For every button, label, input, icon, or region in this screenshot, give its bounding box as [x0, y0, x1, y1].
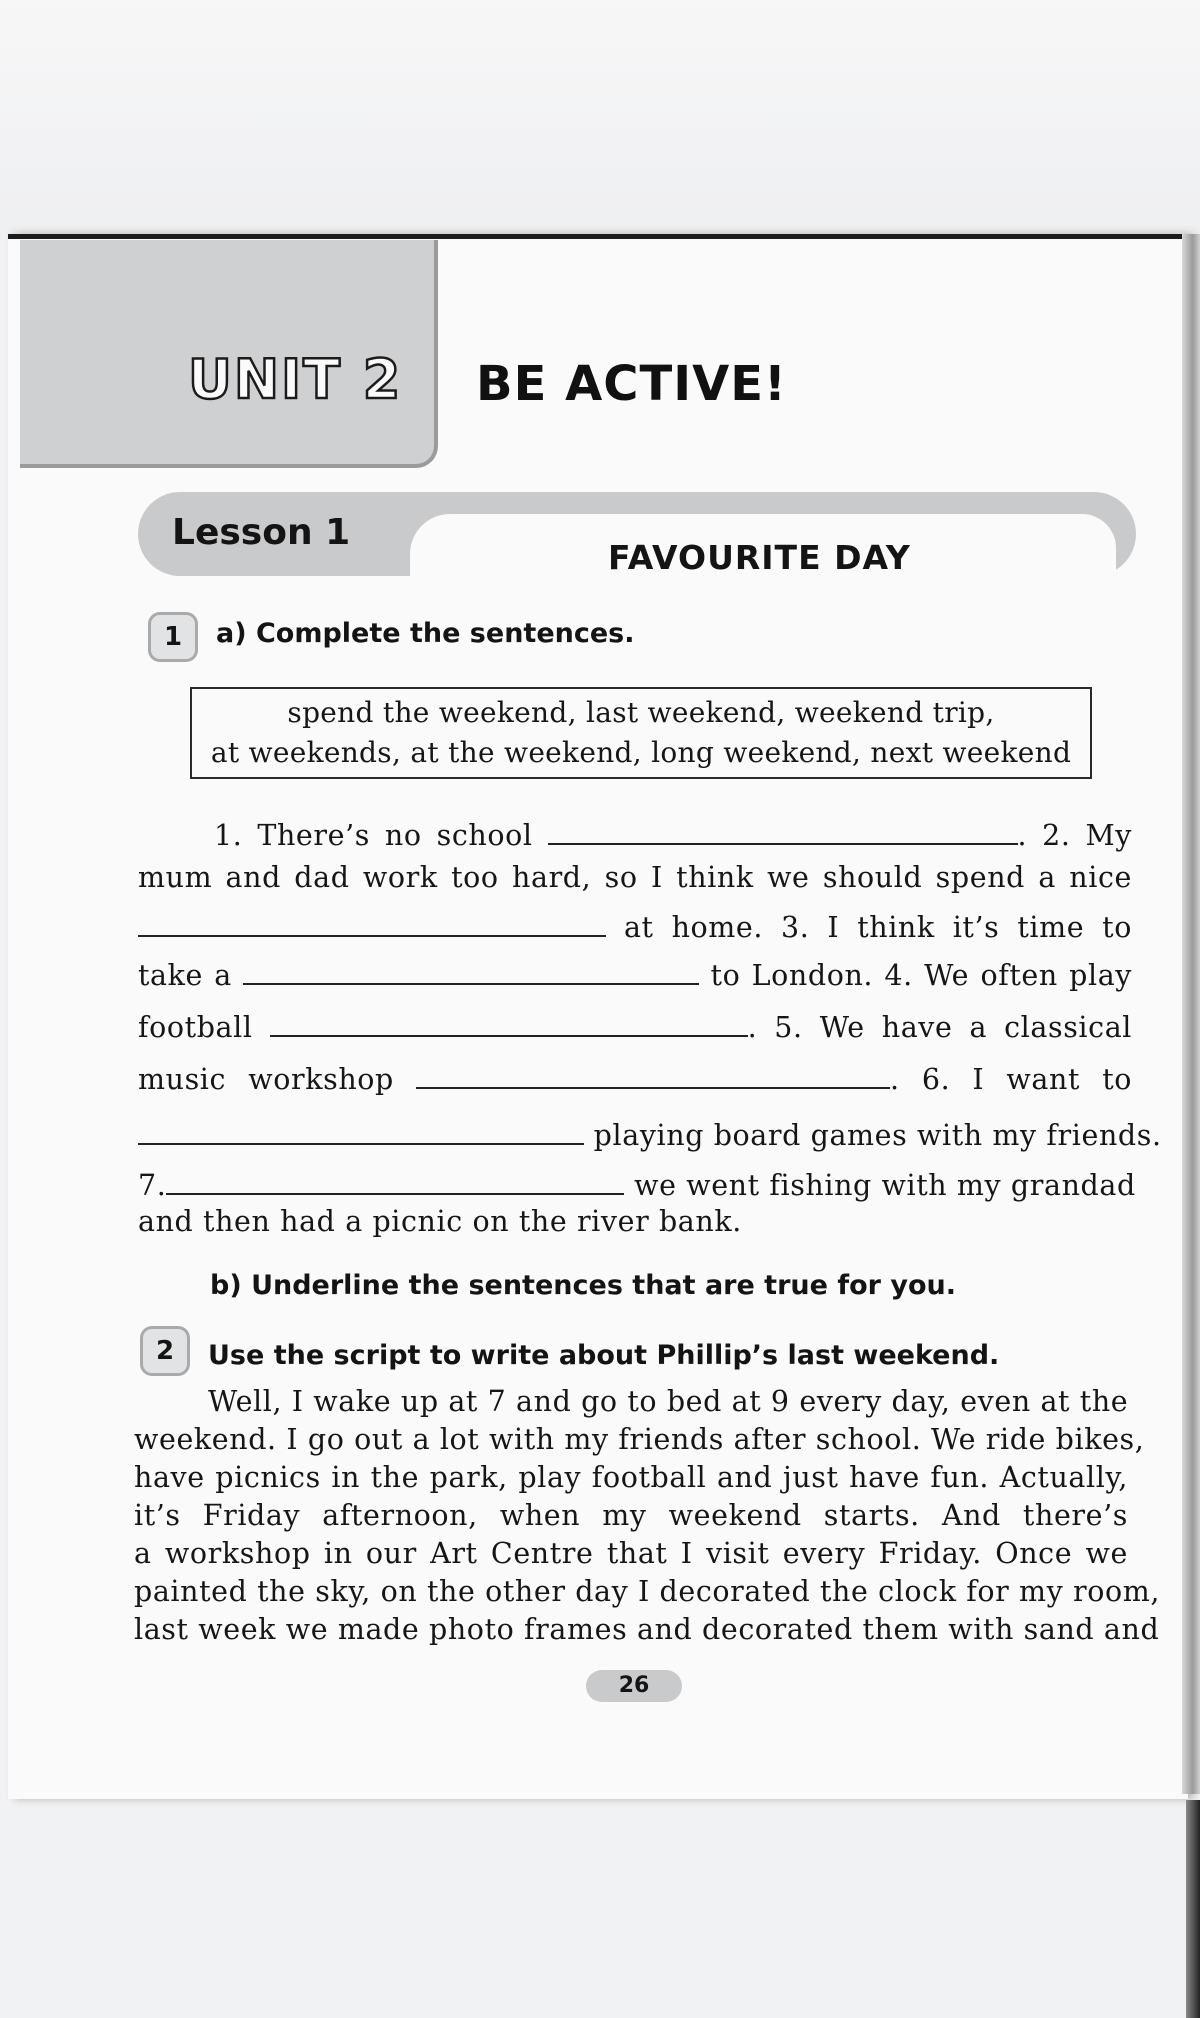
sentence-6-part: playing board games with my friends.: [593, 1119, 1162, 1152]
sentence-3-part: take a: [138, 959, 232, 992]
script-line-1: Well, I wake up at 7 and go to bed at 9 every day, even at the: [208, 1385, 1129, 1418]
answer-blank-1[interactable]: [548, 821, 1018, 845]
script-line-5: a workshop in our Art Centre that I visit every Friday. Once we: [134, 1537, 1128, 1570]
word-box-line-1: spend the weekend, last weekend, weekend trip,: [287, 696, 995, 729]
answer-blank-2[interactable]: [138, 913, 606, 937]
scan-background: [0, 0, 1200, 240]
answer-blank-7[interactable]: [166, 1171, 624, 1195]
exercise-1-line-3: [138, 910, 1132, 946]
exercise-1-line-1: [214, 818, 1132, 854]
unit-title: BE ACTIVE!: [476, 356, 787, 412]
exercise-1-instruction-a: a) Complete the sentences.: [216, 618, 635, 649]
sentence-6-start: . 6. I want to: [890, 1063, 1132, 1096]
unit-label: UNIT 2: [188, 348, 403, 411]
script-line-7: last week we made photo frames and decorated them with sand and: [134, 1613, 1160, 1646]
answer-blank-6[interactable]: [138, 1121, 584, 1145]
exercise-1-line-5: [138, 1010, 1132, 1046]
exercise-2-instruction: Use the script to write about Phillip’s last weekend.: [208, 1340, 1000, 1371]
page-number: 26: [586, 1670, 682, 1702]
sentence-3-start: at home. 3. I think it’s time to: [623, 911, 1132, 944]
sentence-5-part: music workshop: [138, 1063, 394, 1096]
sentence-4-start: to London. 4. We often play: [710, 959, 1132, 992]
sentence-7-part: we went fishing with my grandad: [634, 1169, 1136, 1202]
script-line-6: painted the sky, on the other day I decorated the clock for my room,: [134, 1575, 1161, 1608]
sentence-7-start: 7.: [138, 1169, 167, 1202]
exercise-1-line-6: [138, 1062, 1132, 1098]
sentence-5-start: . 5. We have a classical: [747, 1011, 1132, 1044]
exercise-1-number: 1: [148, 612, 198, 662]
answer-blank-4[interactable]: [270, 1013, 748, 1037]
page-edge-shadow: [1186, 1800, 1200, 2018]
exercise-1-line-8: [138, 1168, 1136, 1204]
script-line-4: it’s Friday afternoon, when my weekend starts. And there’s: [134, 1499, 1128, 1532]
answer-blank-3[interactable]: [243, 961, 699, 985]
page-edge: [1182, 234, 1200, 1794]
sentence-1-start: 1. There’s no school: [214, 819, 533, 852]
exercise-2-number: 2: [140, 1326, 190, 1376]
word-box: [190, 687, 1092, 779]
lesson-label: Lesson 1: [172, 512, 351, 553]
script-line-3: have picnics in the park, play football and just have fun. Actually,: [134, 1461, 1128, 1494]
answer-blank-5[interactable]: [416, 1065, 890, 1089]
script-line-2: weekend. I go out a lot with my friends after school. We ride bikes,: [134, 1423, 1145, 1456]
sentence-2-start: . 2. My: [1017, 819, 1132, 852]
exercise-1-line-7: [138, 1118, 1162, 1154]
exercise-1-line-2: mum and dad work too hard, so I think we should spend a nice: [138, 861, 1132, 894]
sentence-4-part: football: [138, 1011, 253, 1044]
exercise-1-instruction-b: b) Underline the sentences that are true for you.: [210, 1270, 956, 1301]
exercise-1-line-4: [138, 958, 1132, 994]
lesson-title: FAVOURITE DAY: [608, 538, 911, 577]
exercise-1-line-9: and then had a picnic on the river bank.: [138, 1205, 742, 1238]
word-box-line-2: at weekends, at the weekend, long weekend, next weekend: [210, 736, 1072, 769]
